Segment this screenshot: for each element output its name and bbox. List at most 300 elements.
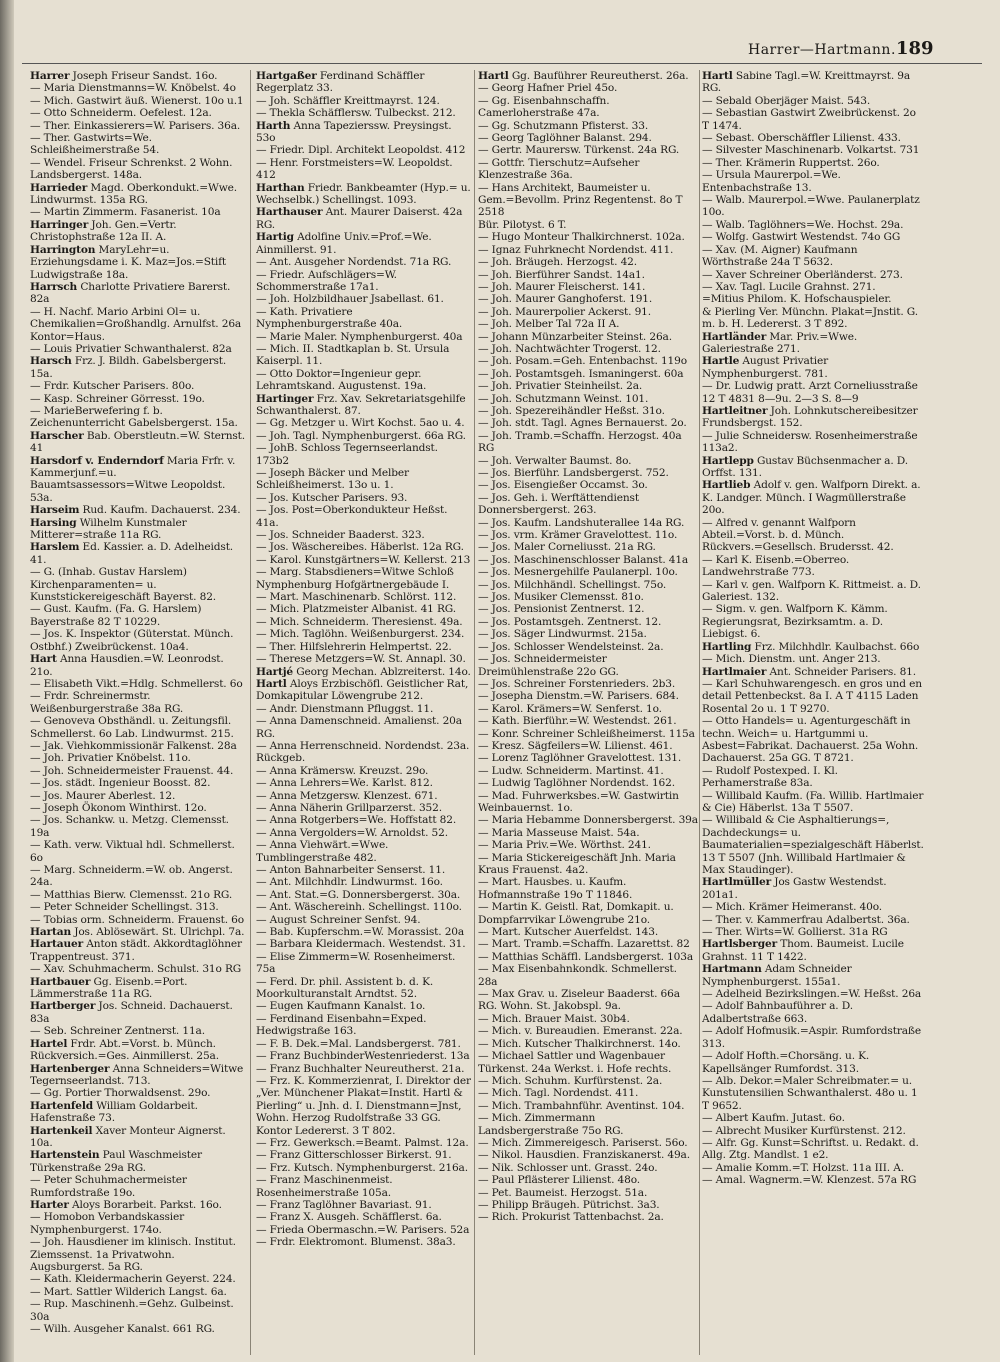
- directory-entry: [478, 368, 698, 380]
- entry-text: — Martin Zimmerm. Fasanerist. 10a: [30, 206, 221, 219]
- entry-text: — Gg. Schutzmann Pfisterst. 33.: [478, 119, 649, 132]
- entry-text: Aloys Erzbischöfl. Geistlicher Rat, Domkapitular Löwengrube 212.: [256, 677, 469, 703]
- entry-text: — Jos. Post=Oberkondukteur Heßst. 41a.: [256, 504, 448, 529]
- entry-text: — Ant. Milchhdlr. Lindwurmst. 16o.: [256, 876, 443, 889]
- directory-entry: [478, 715, 698, 727]
- entry-text: Anna Hausdien.=W. Leonrodst. 21o.: [30, 653, 224, 678]
- entry-text: — Wendel. Friseur Schrenkst. 2 Wohn. Landsbergerst. 148a.: [30, 156, 233, 182]
- entry-text: — Ther. Krämerin Ruppertst. 26o.: [702, 156, 880, 169]
- directory-entry: [702, 876, 924, 901]
- directory-entry: [256, 1075, 471, 1137]
- directory-entry: [478, 1187, 698, 1199]
- entry-surname: Hartbauer: [30, 975, 91, 988]
- directory-entry: [30, 976, 245, 1001]
- entry-text: — Anna Viehwärt.=Wwe. Tumblingerstraße 482.: [256, 839, 389, 864]
- entry-surname: Harscher: [30, 429, 84, 442]
- entry-surname: Harringer: [30, 218, 89, 231]
- directory-entry: [478, 653, 698, 678]
- directory-entry: [702, 517, 924, 554]
- entry-text: — Pet. Baumeist. Herzogst. 51a.: [478, 1186, 648, 1199]
- directory-entry: [30, 914, 245, 926]
- entry-text: — Ant. Ausgeher Nordendst. 71a RG.: [256, 256, 452, 269]
- entry-text: — Mart. Hausbes. u. Kaufm. Hofmannstraße 19o T 11846.: [478, 876, 633, 901]
- entry-text: — Sebald Oberjäger Maist. 543.: [702, 94, 871, 107]
- entry-text: — Anna Lehrers=We. Karlst. 812.: [256, 777, 433, 790]
- entry-surname: Harrieder: [30, 181, 88, 194]
- directory-entry: [478, 244, 698, 256]
- directory-entry: [702, 107, 924, 132]
- directory-entry: [702, 1162, 924, 1174]
- directory-entry: [256, 976, 471, 1001]
- entry-text: — Jos. Geh. i. Werftättendienst Donnersbergerst. 263.: [478, 491, 639, 517]
- directory-entry: [256, 1000, 471, 1012]
- directory-entry: [256, 144, 471, 156]
- entry-text: — Xav. Schuhmacherm. Schulst. 31o RG: [30, 963, 242, 976]
- entry-surname: Harthauser: [256, 206, 323, 219]
- entry-text: Frz. J. Bildh. Gabelsbergerst. 15a.: [30, 355, 227, 380]
- entry-text: — Jos. Bierführ. Landsbergerst. 752.: [478, 467, 669, 479]
- directory-entry: [702, 938, 924, 963]
- directory-entry: [256, 306, 471, 331]
- directory-entry: [256, 914, 471, 926]
- directory-entry: [702, 380, 924, 405]
- directory-entry: [702, 1000, 924, 1025]
- directory-entry: [256, 417, 471, 429]
- entry-text: — Joh. Tagl. Nymphenburgerst. 66a RG.: [256, 429, 466, 442]
- entry-text: — MarieBerwefering f. b. Zeichenunterricht Gabelsbergerst. 15a.: [30, 404, 238, 430]
- entry-text: — Adelheid Bezirkslingen.=W. Heßst. 26a: [702, 988, 922, 1001]
- directory-entry: [256, 603, 471, 615]
- entry-text: — Otto Schneiderm. Oefelest. 12a.: [30, 107, 212, 120]
- directory-entry: [478, 1211, 698, 1223]
- directory-entry: [702, 95, 924, 107]
- directory-entry: [702, 1125, 924, 1137]
- entry-text: — Karol. Krämers=W. Senferst. 1o.: [478, 702, 662, 715]
- directory-entry: [478, 467, 698, 479]
- directory-entry: [702, 455, 924, 480]
- entry-text: — Jos. Musiker Clemensst. 81o.: [478, 591, 644, 604]
- entry-text: — Joh. Schneidermeister Frauenst. 44.: [30, 764, 234, 777]
- entry-text: Gg. Bauführer Reureutherst. 26a.: [508, 70, 689, 82]
- entry-text: — Mich. v. Bureaudien. Emeranst. 22a.: [478, 1025, 683, 1038]
- directory-entry: [30, 603, 245, 628]
- column-1: [30, 70, 245, 1355]
- directory-entry: [256, 1137, 471, 1149]
- directory-entry: [702, 1075, 924, 1112]
- directory-entry: [702, 988, 924, 1000]
- entry-text: — Michael Sattler und Wagenbauer Türkenst. 24a Werkst. i. Hofe rechts.: [478, 1050, 672, 1075]
- directory-entry: [256, 442, 471, 467]
- entry-text: — Kath. Kleidermacherin Geyerst. 224.: [30, 1273, 236, 1286]
- entry-text: — Kasp. Schreiner Görresst. 19o.: [30, 392, 205, 405]
- directory-entry: [30, 517, 245, 542]
- directory-entry: [702, 331, 924, 356]
- entry-text: Rud. Kaufm. Dachauerst. 234.: [79, 504, 241, 517]
- entry-text: — Mich. Schneiderm. Theresienst. 49a.: [256, 615, 463, 628]
- directory-entry: [30, 157, 245, 182]
- entry-text: — Homobon Verbandskassier Nymphenburgerst. 174o.: [30, 1211, 185, 1236]
- entry-text: — Joh. Melber Tal 72a II A.: [478, 318, 620, 331]
- entry-surname: Harsch: [30, 355, 72, 368]
- entry-surname: Hartenkeil: [30, 1124, 93, 1137]
- directory-entry: [478, 1162, 698, 1174]
- directory-entry: [478, 1075, 698, 1087]
- entry-text: — Mich. Brauer Maist. 30b4.: [478, 1012, 630, 1025]
- directory-entry: [702, 479, 924, 516]
- entry-surname: Hartländer: [702, 330, 767, 343]
- directory-entry: [30, 926, 245, 938]
- directory-entry: [30, 132, 245, 157]
- directory-entry: [478, 951, 698, 963]
- entry-text: August Privatier Nymphenburgerst. 781.: [702, 355, 829, 380]
- entry-text: — August Schreiner Senfst. 94.: [256, 913, 421, 926]
- directory-entry: [478, 566, 698, 578]
- entry-text: — Xav. Tagl. Lucile Grahnst. 271.: [702, 280, 876, 293]
- directory-entry: [256, 293, 471, 305]
- entry-text: — Frz. Kutsch. Nymphenburgerst. 216a.: [256, 1161, 468, 1174]
- entry-text: Gg. Eisenb.=Port. Lämmerstraße 11a RG.: [30, 975, 188, 1001]
- directory-entry: [702, 641, 924, 653]
- entry-text: — Ant. Wäschereinh. Schellingst. 110o.: [256, 901, 462, 914]
- entry-text: — Amalie Komm.=T. Holzst. 11a III. A.: [702, 1161, 904, 1174]
- entry-text: — Elisabeth Vikt.=Hdlg. Schmellerst. 6o: [30, 677, 243, 690]
- directory-entry: [256, 393, 471, 418]
- entry-surname: Hartgaßer: [256, 70, 317, 82]
- directory-entry: [702, 653, 924, 665]
- directory-entry: [478, 1100, 698, 1112]
- entry-text: — Alb. Dekor.=Maler Schreibmater.= u. Kunstutensilien Schwanthalerst. 48o u. 1 T 9652.: [702, 1074, 918, 1112]
- entry-text: — Dr. Ludwig pratt. Arzt Corneliusstraße 12 T 4831 8—9u. 2—3 S. 8—9: [702, 380, 918, 405]
- directory-entry: [256, 157, 471, 182]
- entry-surname: Hartenfeld: [30, 1099, 94, 1112]
- directory-entry: [702, 70, 924, 95]
- entry-surname: Hartel: [30, 1037, 68, 1050]
- directory-entry: [30, 343, 245, 355]
- directory-entry: [256, 541, 471, 553]
- directory-entry: [478, 827, 698, 839]
- directory-entry: [30, 1000, 245, 1025]
- directory-entry: [478, 380, 698, 392]
- directory-entry: [30, 1063, 245, 1088]
- directory-entry: [30, 306, 245, 343]
- entry-text: — Kath. verw. Viktual hdl. Schmellerst. 6o: [30, 839, 235, 864]
- entry-text: — H. Nachf. Mario Arbini Ol= u. Chemikalien=Großhandlg. Arnulfst. 26a Kontor=Haus.: [30, 305, 242, 343]
- directory-entry: [256, 938, 471, 950]
- entry-text: — Joh. Verwalter Baumst. 8o.: [478, 454, 632, 467]
- entry-text: — Sigm. v. gen. Walfporn K. Kämm. Regierungsrat, Bezirksamtm. a. D. Liebigst. 6.: [702, 603, 888, 641]
- entry-text: — Adolf Hofth.=Chorsäng. u. K. Kapellsänger Rumfordst. 313.: [702, 1050, 870, 1075]
- entry-text: — Joh. Bräugeh. Herzogst. 42.: [478, 256, 637, 269]
- directory-entry: [256, 876, 471, 888]
- directory-entry: [478, 765, 698, 777]
- entry-text: — Albrecht Musiker Kurfürstenst. 212.: [702, 1124, 906, 1137]
- entry-surname: Hartenberger: [30, 1062, 110, 1075]
- directory-entry: [702, 269, 924, 281]
- directory-entry: [702, 144, 924, 156]
- directory-entry: [478, 876, 698, 901]
- directory-entry: [478, 219, 698, 231]
- entry-surname: Harth: [256, 119, 291, 132]
- entry-text: Anna Tapezierssw. Preysingst. 53o: [256, 119, 452, 145]
- directory-entry: [478, 256, 698, 268]
- entry-text: — Mich. Trambahnführ. Aventinst. 104.: [478, 1099, 685, 1112]
- directory-entry: [256, 566, 471, 591]
- entry-text: — Mich. Krämer Heimeranst. 40o.: [702, 901, 882, 914]
- directory-entry: [256, 231, 471, 256]
- entry-text: — Mich. Tagl. Nordendst. 411.: [478, 1087, 639, 1100]
- entry-text: — Karl Schuhwarengesch. en gros und en detail Pettenbeckst. 8a I. A T 4115 Laden Rosental 2o u. 1 T 9270.: [702, 677, 922, 715]
- entry-text: — Gottfr. Tierschutz=Aufseher Klenzestraße 36a.: [478, 156, 640, 182]
- entry-text: — Jak. Viehkommissionär Falkenst. 28a: [30, 739, 237, 752]
- directory-entry: [256, 529, 471, 541]
- directory-entry: [30, 182, 245, 207]
- directory-entry: [256, 554, 471, 566]
- entry-text: Frz. Milchhdlr. Kaulbachst. 66o: [751, 640, 920, 653]
- entry-text: — Franz Buchhalter Neureutherst. 21a.: [256, 1062, 465, 1075]
- directory-entry: [256, 926, 471, 938]
- entry-text: Frz. Xav. Sekretariatsgehilfe Schwanthalerst. 87.: [256, 392, 466, 417]
- directory-entry: [30, 901, 245, 913]
- directory-entry: [256, 331, 471, 343]
- directory-entry: [256, 839, 471, 864]
- directory-entry: [478, 182, 698, 219]
- entry-text: — Paul Pflästerer Lilienst. 48o.: [478, 1174, 640, 1187]
- directory-entry: [478, 393, 698, 405]
- entry-text: — Kath. Bierführ.=W. Westendst. 261.: [478, 715, 677, 728]
- entry-text: — Gust. Kaufm. (Fa. G. Harslem) Bayerstraße 82 T 10229.: [30, 603, 202, 628]
- entry-text: — Martin K. Geistl. Rat, Domkapit. u. Dompfarrvikar Löwengrube 21o.: [478, 901, 674, 926]
- directory-entry: [702, 405, 924, 430]
- entry-text: — Jos. Schneider Baaderst. 323.: [256, 529, 425, 542]
- directory-entry: [478, 455, 698, 467]
- entry-text: — Anton Bahnarbeiter Senserst. 11.: [256, 864, 446, 876]
- entry-text: Anna Schneiders=Witwe Tegernseerlandst. 713.: [30, 1062, 244, 1087]
- entry-text: — Joh. Schäffler Kreittmayrst. 124.: [256, 94, 440, 107]
- entry-text: Georg Mechan. Ablzreiterst. 14o.: [293, 665, 471, 678]
- directory-entry: [478, 405, 698, 417]
- entry-text: — Ther. Einkassierers=W. Parisers. 36a.: [30, 119, 241, 132]
- directory-entry: [30, 120, 245, 132]
- directory-entry: [256, 492, 471, 504]
- directory-entry: [30, 963, 245, 975]
- directory-entry: [30, 219, 245, 244]
- entry-text: Joh. Gen.=Vertr. Christophstraße 12a II. A.: [30, 218, 177, 244]
- entry-text: Jos. Schneid. Dachauerst. 83a: [30, 1000, 233, 1025]
- entry-text: — Gertr. Maurersw. Türkenst. 24a RG.: [478, 144, 680, 157]
- entry-text: Adolf v. gen. Walfporn Direkt. a. K. Landger. Münch. I Wagmüllerstraße 20o.: [702, 479, 921, 517]
- directory-entry: [256, 95, 471, 107]
- entry-surname: Hartenstein: [30, 1149, 100, 1162]
- entry-text: — Joh. Privatier Steinheilst. 2a.: [478, 380, 643, 393]
- entry-text: — Maria Stickereigeschäft Jnh. Maria Kraus Frauenst. 4a2.: [478, 851, 676, 876]
- entry-text: — Peter Schuhmachermeister Rumfordstraße 19o.: [30, 1174, 187, 1199]
- entry-text: — Franz BuchbinderWestenriederst. 13a: [256, 1050, 470, 1063]
- directory-entry: [30, 1286, 245, 1298]
- entry-text: Anton städt. Akkordtaglöhner Trappentreust. 371.: [30, 938, 242, 963]
- directory-entry: [478, 430, 698, 455]
- entry-text: — Hans Architekt, Baumeister u. Gem.=Bevollm. Prinz Regentenst. 8o T 2518: [478, 181, 683, 219]
- directory-entry: [702, 169, 924, 194]
- page-binding-shadow: [0, 0, 14, 1362]
- entry-text: — Johann Münzarbeiter Steinst. 26a.: [478, 330, 672, 343]
- entry-text: — Anna Krämersw. Kreuzst. 29o.: [256, 764, 429, 777]
- column-2: [256, 70, 471, 1355]
- directory-entry: [30, 355, 245, 380]
- entry-text: — Kath. Privatiere Nymphenburgerstraße 40a.: [256, 305, 403, 331]
- entry-text: — Friedr. Aufschlägers=W. Schommerstraße 17a1.: [256, 268, 397, 293]
- directory-entry: [256, 678, 471, 703]
- entry-text: — Ignaz Fuhrknecht Nordendst. 411.: [478, 243, 674, 256]
- column-divider: [699, 70, 700, 1355]
- entry-text: — Peter Schneider Schellingst. 313.: [30, 901, 219, 914]
- directory-entry: [478, 591, 698, 603]
- entry-text: — Ant. Stat.=G. Donnersbergerst. 30a.: [256, 888, 461, 901]
- directory-entry: [256, 206, 471, 231]
- entry-text: — Mad. Fuhrwerksbes.=W. Gastwirtin Weinbauernst. 1o.: [478, 789, 679, 814]
- directory-entry: [702, 219, 924, 231]
- directory-entry: [30, 393, 245, 405]
- entry-text: — Ludwig Taglöhner Nordendst. 162.: [478, 777, 675, 790]
- entry-text: — Jos. Pensionist Zentnerst. 12.: [478, 603, 645, 616]
- entry-text: — Franz Gitterschlosser Birkerst. 91.: [256, 1149, 452, 1162]
- entry-text: — Joh. Nachtwächter Trogerst. 12.: [478, 342, 661, 355]
- entry-text: — Marg. Schneiderm.=W. ob. Angerst. 24a.: [30, 864, 233, 889]
- directory-entry: [30, 1236, 245, 1273]
- entry-surname: Hartl: [478, 70, 509, 82]
- directory-entry: [256, 889, 471, 901]
- entry-surname: Harseim: [30, 504, 80, 517]
- entry-text: Bür. Pilotyst. 6 T.: [478, 218, 567, 231]
- directory-entry: [478, 269, 698, 281]
- entry-text: — Franz Taglöhner Bavariast. 91.: [256, 1198, 432, 1211]
- directory-entry: [30, 541, 245, 566]
- entry-surname: Harrer: [30, 70, 70, 82]
- directory-entry: [702, 1050, 924, 1075]
- directory-entry: [30, 938, 245, 963]
- directory-entry: [478, 641, 698, 653]
- directory-entry: [256, 740, 471, 765]
- column-3: [478, 70, 698, 1355]
- directory-entry: [30, 752, 245, 764]
- entry-text: — Ther. Hilfslehrerin Helmpertst. 22.: [256, 640, 452, 653]
- directory-entry: [30, 740, 245, 752]
- directory-entry: [30, 1149, 245, 1174]
- entry-text: — Ludw. Schneiderm. Martinst. 41.: [478, 764, 664, 777]
- entry-text: — Jos. Postamtsgeh. Zentnerst. 12.: [478, 615, 662, 628]
- entry-text: — Mich. Schuhm. Kurfürstenst. 2a.: [478, 1074, 663, 1087]
- entry-text: — Jos. Kutscher Parisers. 93.: [256, 491, 408, 504]
- entry-surname: Hartan: [30, 926, 72, 939]
- entry-text: — Joseph Bäcker und Melber Schleißheimerst. 13o u. 1.: [256, 467, 409, 492]
- entry-text: — Jos. Maschinenschlosser Balanst. 41a: [478, 553, 689, 566]
- directory-entry: [30, 430, 245, 455]
- entry-text: — Franz X. Ausgeh. Schäfflerst. 6a.: [256, 1211, 442, 1224]
- entry-text: — Elise Zimmerm=W. Rosenheimerst. 75a: [256, 950, 456, 976]
- entry-surname: Hartlmüller: [702, 876, 772, 889]
- directory-entry: [702, 765, 924, 790]
- entry-text: — Matthias Bierw. Clemensst. 21o RG.: [30, 888, 233, 901]
- directory-entry: [478, 318, 698, 330]
- directory-entry: [30, 653, 245, 678]
- directory-entry: [256, 628, 471, 640]
- directory-entry: [478, 132, 698, 144]
- entry-text: — Mich. II. Stadtkaplan b. St. Ursula Kaiserpl. 11.: [256, 342, 450, 368]
- entry-text: — Jos. Maler Corneliusst. 21a RG.: [478, 541, 656, 554]
- entry-text: William Goldarbeit. Hafenstraße 73.: [30, 1099, 198, 1125]
- entry-text: — Joh. Bierführer Sandst. 14a1.: [478, 268, 645, 281]
- directory-entry: [702, 926, 924, 938]
- entry-text: — Nik. Schlosser unt. Grasst. 24o.: [478, 1161, 658, 1174]
- directory-entry: [256, 1149, 471, 1161]
- entry-text: — Julie Schneidersw. Rosenheimerstraße 113a2.: [702, 429, 918, 455]
- directory-entry: [478, 628, 698, 640]
- entry-surname: Harsdorf v. Enderndorf: [30, 454, 164, 467]
- entry-text: Bab. Oberstleutn.=W. Sternst. 41: [30, 429, 245, 455]
- entry-text: — Anna Rotgerbers=We. Hoffstatt 82.: [256, 814, 457, 827]
- directory-entry: [702, 293, 924, 305]
- entry-text: — Louis Privatier Schwanthalerst. 82a: [30, 342, 232, 355]
- entry-text: — Tobias orm. Schneiderm. Frauenst. 6o: [30, 913, 244, 926]
- directory-entry: [30, 1087, 245, 1099]
- directory-entry: [478, 82, 698, 94]
- entry-text: — Otto Handels= u. Agenturgeschäft in techn. Weich= u. Hartgummi u. Asbest=Fabrikat. Dachauerst. 25a Wohn. Dachauerst. 25a GG. T 8721.: [702, 715, 919, 765]
- directory-entry: [478, 517, 698, 529]
- entry-text: Ferdinand Schäffler Regerplatz 33.: [256, 70, 425, 95]
- directory-entry: [30, 70, 245, 82]
- directory-entry: [702, 1025, 924, 1050]
- entry-text: Sabine Tagl.=W. Kreittmayrst. 9a RG.: [702, 70, 911, 95]
- directory-entry: [256, 1162, 471, 1174]
- directory-entry: [478, 157, 698, 182]
- directory-entry: [702, 194, 924, 219]
- directory-entry: [478, 1013, 698, 1025]
- directory-entry: [256, 827, 471, 839]
- directory-entry: [478, 554, 698, 566]
- entry-text: — Alfred v. genannt Walfporn Abteil.=Vorst. b. d. Münch. Rückvers.=Gesellsch. Brudersst. 42.: [702, 516, 894, 554]
- entry-surname: Harslem: [30, 541, 80, 554]
- entry-text: — Joseph Ökonom Winthirst. 12o.: [30, 801, 207, 814]
- directory-entry: [256, 1013, 471, 1038]
- entry-text: — Ther. v. Kammerfrau Adalbertst. 36a.: [702, 913, 910, 926]
- entry-text: — Anna Herrenschneid. Nordendst. 23a. Rückgeb.: [256, 739, 470, 765]
- entry-text: — Walb. Maurerpol.=Wwe. Paulanerplatz 10o.: [702, 194, 920, 219]
- entry-text: — Xaver Schreiner Oberländerst. 273.: [702, 268, 903, 281]
- directory-entry: [478, 690, 698, 702]
- entry-text: — Frdr. Elektromont. Blumenst. 38a3.: [256, 1236, 456, 1249]
- directory-entry: [478, 492, 698, 517]
- directory-entry: [256, 641, 471, 653]
- entry-text: — Joh. Hausdiener im klinisch. Institut. Ziemssenst. 1a Privatwohn. Augsburgerst. 5a RG.: [30, 1236, 236, 1273]
- entry-surname: Hartle: [702, 355, 740, 368]
- directory-entry: [256, 802, 471, 814]
- entry-text: — Kresz. Sägfeilers=W. Lilienst. 461.: [478, 739, 673, 752]
- directory-entry: [256, 269, 471, 294]
- entry-text: Gustav Büchsenmacher a. D. Orffst. 131.: [702, 454, 908, 479]
- entry-text: — Gg. Metzger u. Wirt Kochst. 5ao u. 4.: [256, 417, 465, 430]
- directory-entry: [702, 666, 924, 678]
- directory-entry: [702, 579, 924, 604]
- directory-entry: [478, 703, 698, 715]
- directory-entry: [30, 566, 245, 603]
- directory-entry: [702, 132, 924, 144]
- entry-text: — Eugen Kaufmann Kanalst. 1o.: [256, 1000, 426, 1013]
- directory-entry: [702, 814, 924, 876]
- entry-text: — Rich. Prokurist Tattenbachst. 2a.: [478, 1211, 664, 1224]
- directory-entry: [702, 914, 924, 926]
- entry-text: — Marg. Stabsdieners=Witwe Schloß Nymphenburg Hofgärtnergebäude I.: [256, 566, 454, 591]
- directory-entry: [256, 765, 471, 777]
- directory-entry: [478, 1199, 698, 1211]
